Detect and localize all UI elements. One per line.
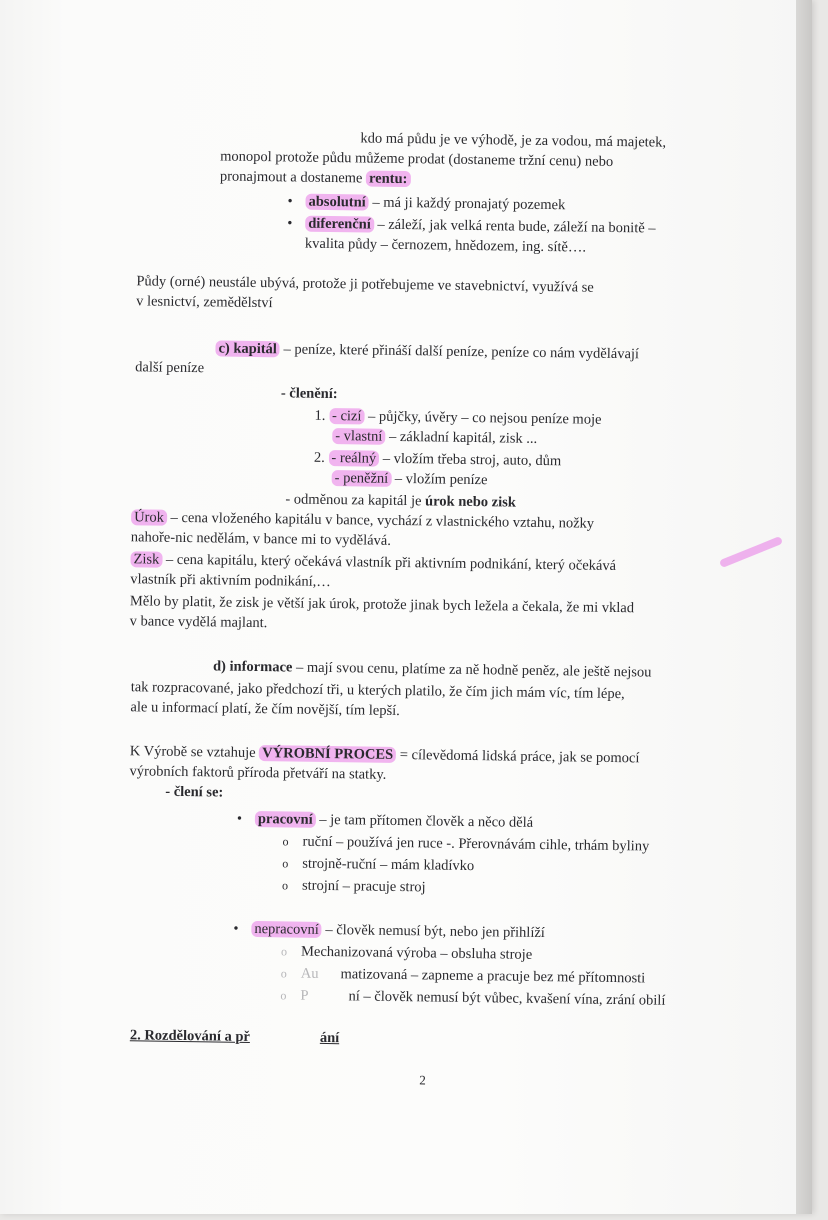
text-line [130, 698, 400, 720]
highlighted-term: - peněžní [332, 470, 392, 487]
text: vlastník při aktivním podnikání,… [130, 571, 331, 590]
circle-bullet-icon: o [281, 942, 301, 960]
highlighted-term: absolutní [305, 194, 368, 211]
circle-bullet-icon: o [282, 876, 302, 894]
text: kdo má půdu je ve výhodě, je za vodou, má majetek, [360, 130, 666, 150]
text: Mechanizovaná výroba – obsluha stroje [301, 944, 532, 963]
text-line [332, 469, 488, 489]
subheading: - člení se: [165, 784, 223, 801]
text: - odměnou za kapitál je [285, 491, 425, 509]
text: 2. [314, 450, 329, 466]
highlighted-term: pracovní [255, 811, 316, 828]
highlighted-term: diferenční [305, 216, 374, 233]
circle-bullet-icon: o [280, 986, 300, 1004]
text: Půdy (orné) neustále ubývá, protože ji potřebujeme ve stavebnictví, využívá se [136, 273, 594, 295]
sub-bullet-item [281, 964, 646, 987]
highlighted-term: VÝROBNÍ PROCES [259, 745, 396, 763]
bullet-icon: • [237, 810, 255, 828]
text: = cílevědomá lidská práce, jak se pomocí [396, 747, 640, 766]
print-gap [308, 1000, 348, 1001]
text: – vložím peníze [391, 471, 487, 488]
highlighted-term: Zisk [130, 551, 162, 567]
text: pronajmout a dostaneme [220, 168, 366, 186]
text-line [305, 235, 586, 257]
circle-bullet-icon: o [282, 854, 302, 872]
subheading: - členění: [281, 385, 338, 402]
text-line [130, 612, 268, 632]
text-line [314, 407, 601, 429]
page-number: 2 [419, 1072, 426, 1088]
bullet-item [287, 192, 565, 214]
text-line [131, 528, 391, 550]
section-heading: d) informace [213, 658, 293, 675]
bullet-icon: • [233, 920, 251, 938]
text-line [332, 427, 537, 448]
text: – půjčky, úvěry – co nejsou peníze moje [364, 408, 601, 427]
section-heading: c) kapitál [215, 340, 280, 357]
text-line [129, 762, 386, 784]
text: K Výrobě se vztahuje [130, 743, 260, 761]
text: strojně-ruční – mám kladívko [302, 856, 474, 874]
highlighted-term: Úrok [131, 509, 167, 525]
bullet-item [233, 920, 545, 942]
bullet-icon: • [287, 214, 305, 232]
highlighted-term: - reálný [328, 450, 379, 467]
text: další peníze [135, 359, 204, 376]
faded-text: P [300, 988, 308, 1004]
sub-bullet-item [282, 854, 474, 875]
text: ání [320, 1030, 340, 1046]
highlighted-term: rentu: [366, 170, 411, 187]
section-heading [130, 1026, 340, 1047]
highlighted-term: nepracovní [251, 921, 322, 938]
text-line [165, 783, 223, 802]
sub-bullet-item [282, 832, 649, 855]
text-line [215, 339, 639, 363]
text: – má ji každý pronajatý pozemek [369, 195, 566, 214]
bullet-icon: • [287, 192, 305, 210]
text-line [213, 657, 652, 681]
text: matizovaná – zapneme a pracuje bez mé přítomnosti [340, 966, 645, 986]
text: v bance vydělá majlant. [130, 613, 268, 631]
text: úrok nebo zisk [425, 493, 516, 510]
text: tak rozpracované, jako předchozí tři, u kterých platilo, že čím jich mám víc, tím lépe, [131, 679, 625, 702]
text: ale u informací platí, že čím novější, tím lepší. [130, 699, 400, 719]
faded-text: Au [301, 966, 319, 982]
text-line [130, 570, 331, 591]
highlighted-term: - vlastní [332, 428, 385, 445]
text-line [281, 384, 338, 403]
bullet-item [237, 810, 533, 832]
circle-bullet-icon: o [281, 964, 301, 982]
text: strojní – pracuje stroj [302, 878, 426, 896]
bullet-item [287, 214, 656, 237]
text-line [220, 167, 411, 188]
circle-bullet-icon: o [282, 832, 302, 850]
text-line [285, 490, 516, 511]
sub-bullet-item [282, 876, 426, 896]
text: – záleží, jak velká renta bude, záleží na bonitě – [374, 217, 656, 237]
text: kvalita půdy – černozem, hnědozem, ing. sítě…. [305, 236, 586, 256]
text: – mají svou cenu, platíme za ně hodně peněz, ale ještě nejsou [292, 660, 651, 681]
text: – vložím třeba stroj, auto, dům [379, 451, 561, 470]
text: 1. [314, 408, 329, 424]
text: – peníze, které přináší další peníze, peníze co nám vydělávají [280, 341, 639, 362]
text: – cena vloženého kapitálu v bance, vychází z vlastnického vztahu, nožky [167, 510, 594, 532]
text-line [136, 292, 273, 312]
text: Mělo by platit, že zisk je větší jak úrok, protože jinak bych ležela a čekala, že mi vklad [130, 593, 634, 616]
text: – cena kapitálu, který očekává vlastník při aktivním podnikání, který očekává [162, 552, 616, 574]
text: výrobních faktorů příroda přetváří na statky. [129, 763, 386, 783]
text-line [135, 358, 204, 377]
text: 2. Rozdělování a př [130, 1027, 250, 1045]
text: – je tam přítomen člověk a něco dělá [316, 812, 534, 831]
sub-bullet-item [280, 986, 665, 1009]
text-line [360, 129, 666, 151]
text: – základní kapitál, zisk ... [385, 429, 537, 447]
print-gap [250, 1041, 320, 1042]
text: – člověk nemusí být, nebo jen přihlíží [322, 922, 545, 941]
text: ruční – používá jen ruce -. Přerovnávám cihle, trhám byliny [303, 834, 650, 855]
sub-bullet-item [281, 942, 532, 964]
text: v lesnictví, zemědělství [136, 293, 273, 311]
text: ní – člověk nemusí být vůbec, kvašení vína, zrání obilí [348, 988, 665, 1008]
text: nahoře-nic nedělám, v bance mi to vydělává. [131, 529, 391, 549]
text: monopol protože půdu můžeme prodat (dostaneme tržní cenu) nebo [220, 148, 613, 169]
highlighted-term: - cizí [329, 408, 365, 424]
text-line [314, 449, 561, 470]
